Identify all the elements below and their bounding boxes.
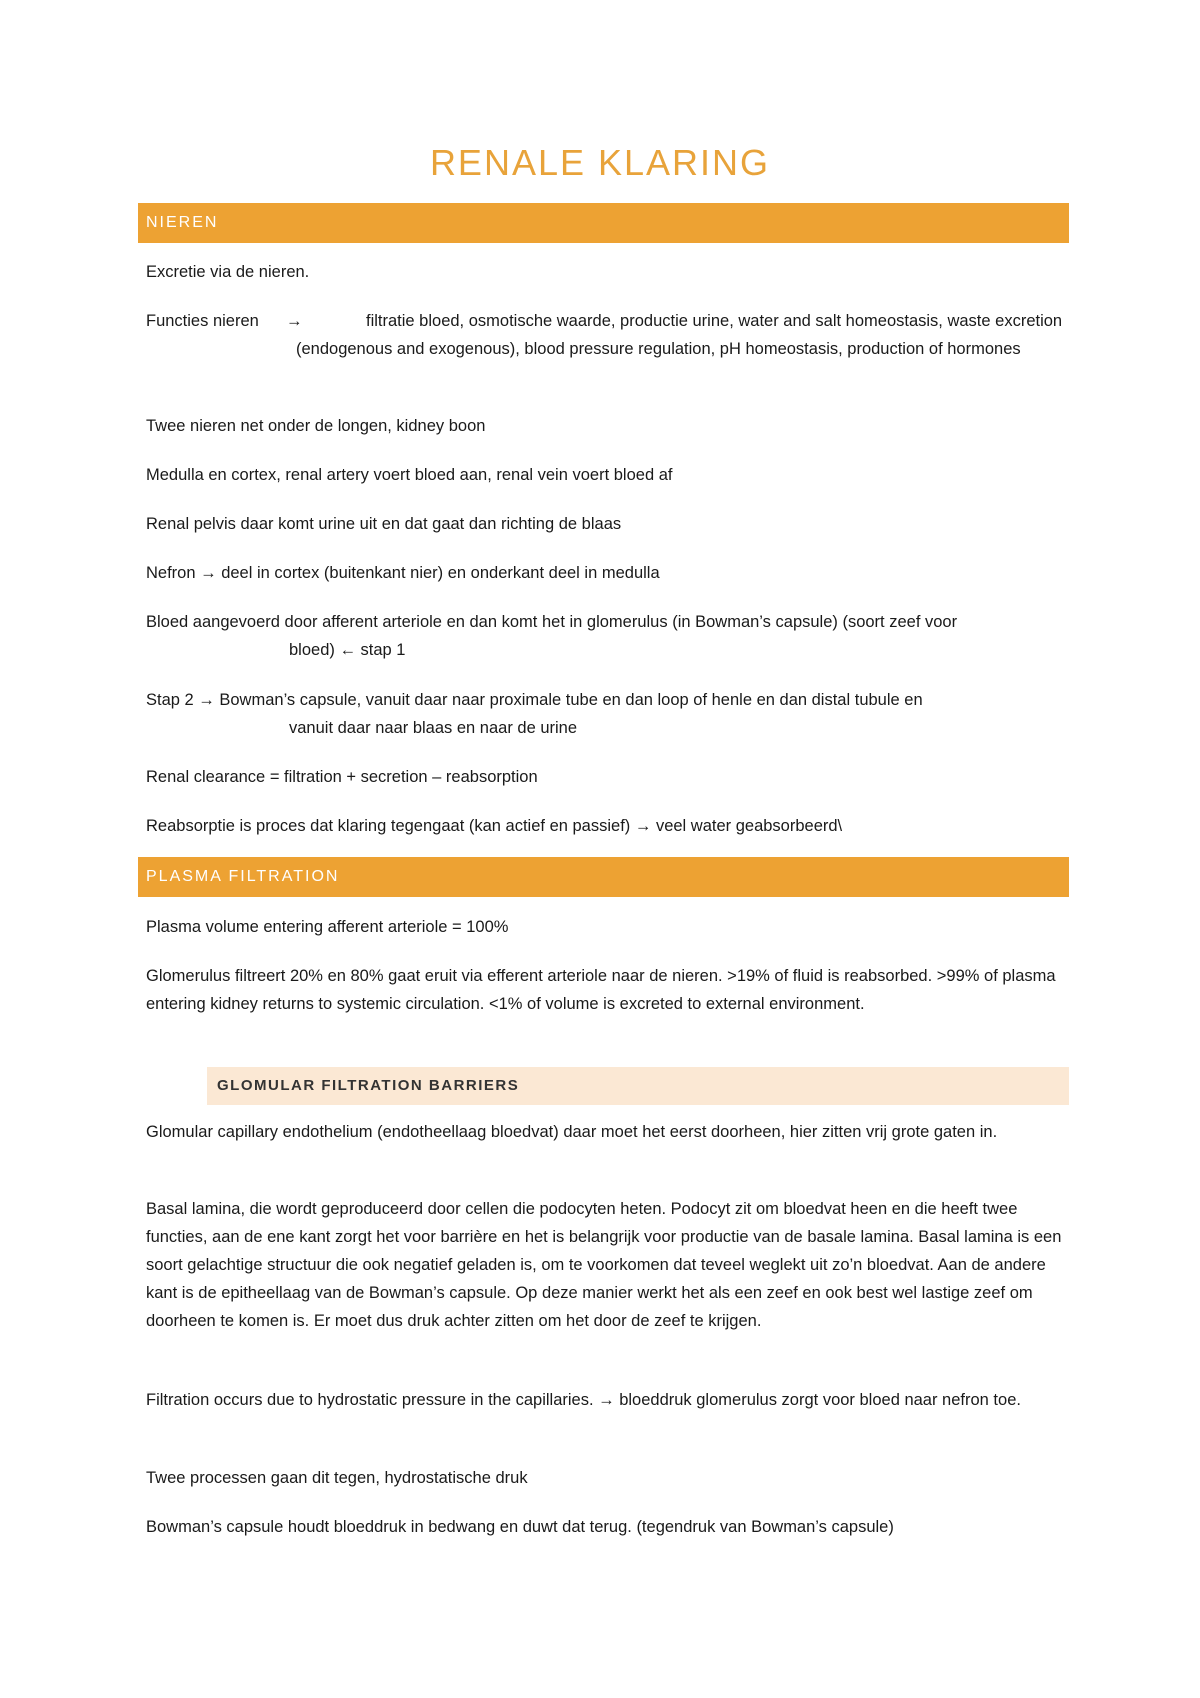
paragraph: Nefron → deel in cortex (buitenkant nier) en onderkant deel in medulla	[146, 564, 660, 582]
paragraph: Plasma volume entering afferent arteriole = 100%	[146, 918, 509, 936]
section-heading-plasma-filtration: PLASMA FILTRATION	[138, 857, 1069, 897]
paragraph: Twee processen gaan dit tegen, hydrostatische druk	[146, 1469, 528, 1487]
subsection-heading-barriers: GLOMULAR FILTRATION BARRIERS	[207, 1067, 1069, 1105]
paragraph: Reabsorptie is proces dat klaring tegengaat (kan actief en passief) → veel water geabsorbeerd\	[146, 817, 843, 835]
paragraph: Glomerulus filtreert 20% en 80% gaat eruit via efferent arteriole naar de nieren. >19% of fluid is reabsorbed. >99% of plasma entering kidney returns to systemic circulation. <1% of volume is excreted to external environment.	[146, 967, 1056, 1013]
paragraph: Renal clearance = filtration + secretion – reabsorption	[146, 768, 538, 786]
paragraph-line: bloed) ← stap 1	[289, 641, 406, 659]
paragraph	[146, 608, 1066, 664]
paragraph-line: Stap 2 → Bowman’s capsule, vanuit daar naar proximale tube en dan loop of henle en dan distal tubule en	[146, 691, 923, 709]
paragraph: Glomular capillary endothelium (endotheellaag bloedvat) daar moet het eerst doorheen, hier zitten vrij grote gaten in.	[146, 1123, 998, 1141]
paragraph: Renal pelvis daar komt urine uit en dat gaat dan richting de blaas	[146, 515, 622, 533]
paragraph-line: Bloed aangevoerd door afferent arteriole en dan komt het in glomerulus (in Bowman’s capsule) (soort zeef voor	[146, 613, 958, 631]
paragraph: Excretie via de nieren.	[146, 263, 310, 281]
functies-row	[146, 307, 1066, 363]
paragraph: Twee nieren net onder de longen, kidney boon	[146, 417, 486, 435]
section-heading-nieren: NIEREN	[138, 203, 1069, 243]
page-title: RENALE KLARING	[429, 142, 771, 183]
paragraph: Filtration occurs due to hydrostatic pressure in the capillaries. → bloeddruk glomerulus zorgt voor bloed naar nefron toe.	[146, 1391, 1021, 1409]
arrow-right-icon: →	[286, 312, 303, 330]
paragraph: Medulla en cortex, renal artery voert bloed aan, renal vein voert bloed af	[146, 466, 673, 484]
functies-label: Functies nieren	[146, 312, 259, 330]
paragraph	[146, 686, 1066, 742]
functies-text: filtratie bloed, osmotische waarde, productie urine, water and salt homeostasis, waste excretion (endogenous and exogenous), blood pressure regulation, pH homeostasis, production of hormones	[296, 312, 1063, 358]
paragraph: Basal lamina, die wordt geproduceerd door cellen die podocyten heten. Podocyt zit om bloedvat heen en die heeft twee functies, aan de ene kant zorgt het voor barrière en het is belangrijk voor productie van de basale lamina. Basal lamina is een soort gelachtige structuur die ook negatief geladen is, om te voorkomen dat teveel weglekt uit zo’n bloedvat. Aan de andere kant is de epitheellaag van de Bowman’s capsule. Op deze manier werkt het als een zeef en ook best wel lastige zeef om doorheen te komen is. Er moet dus druk achter zitten om het door de zeef te krijgen.	[146, 1200, 1062, 1330]
paragraph-line: vanuit daar naar blaas en naar de urine	[289, 719, 578, 737]
paragraph: Bowman’s capsule houdt bloeddruk in bedwang en duwt dat terug. (tegendruk van Bowman’s capsule)	[146, 1518, 894, 1536]
